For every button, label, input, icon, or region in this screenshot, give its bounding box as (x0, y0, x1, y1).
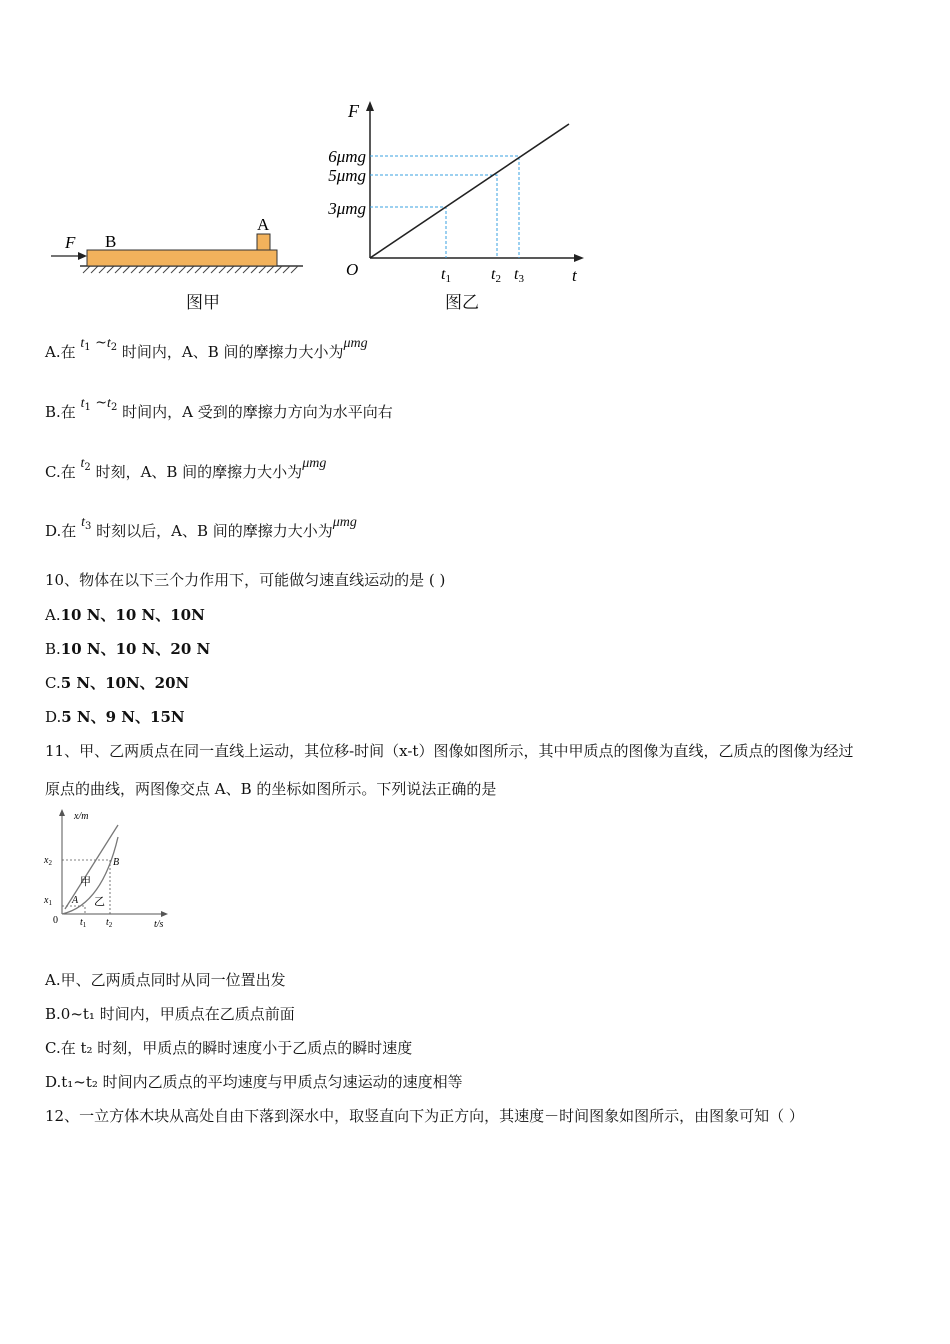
xt-t1-label: $t_1$ (80, 917, 87, 929)
x-tick-t3: t3 (514, 266, 524, 285)
xt-origin: 0 (53, 915, 58, 926)
q11-option-d: D.t₁~t₂ 时间内乙质点的平均速度与甲质点匀速运动的速度相等 (45, 1073, 463, 1091)
xt-x2-label: $x_2$ (44, 855, 52, 867)
x-tick-t1: t1 (441, 266, 451, 285)
q9-option-c: C.在 $t_2$ 时刻，A、B 间的摩擦力大小为μmg (45, 456, 327, 481)
x-tick-t2: t2 (491, 266, 501, 285)
xt-point-b: B (113, 857, 120, 868)
xt-x-label: t/s (154, 919, 164, 930)
q12-stem: 12、一立方体木块从高处自由下落到深水中，取竖直向下为正方向，其速度－时间图象如图所示，由图象可知（ ） (45, 1107, 804, 1125)
block-a-label: A (257, 215, 270, 234)
q10-option-b: B.10 N、10 N、20 N (45, 640, 211, 658)
block-a (257, 234, 270, 250)
xt-y-label: x/m (74, 811, 89, 822)
y-tick-5: 5μmg (328, 166, 366, 185)
xt-x1-label: $x_1$ (44, 895, 52, 907)
xt-point-a: A (72, 895, 79, 906)
q9-option-a: A.在 $t_1$ $\sim t_2$ 时间内，A、B 间的摩擦力大小为μmg (45, 335, 368, 361)
q10-option-a: A.10 N、10 N、10N (45, 606, 205, 624)
xt-jia-label: 甲 (80, 876, 91, 888)
block-b (87, 250, 277, 266)
q11-xt-graph (40, 805, 180, 935)
xt-t2-label: $t_2$ (106, 917, 113, 929)
y-tick-6: 6μmg (328, 147, 366, 166)
figure-jia-caption: 图甲 (186, 293, 220, 313)
q11-stem-line2: 原点的曲线，两图像交点 A、B 的坐标如图所示。下列说法正确的是 (45, 780, 497, 798)
x-axis-label: t (572, 266, 577, 285)
q11-option-c: C.在 t₂ 时刻，甲质点的瞬时速度小于乙质点的瞬时速度 (45, 1039, 413, 1057)
y-axis-label: F (348, 101, 359, 121)
q9-option-b: B.在 $t_1$ $\sim t_2$ 时间内，A 受到的摩擦力方向为水平向右 (45, 395, 393, 421)
q10-stem: 10、物体在以下三个力作用下，可能做匀速直线运动的是 ( ) (45, 571, 446, 589)
block-b-label: B (105, 232, 117, 251)
q11-option-a: A.甲、乙两质点同时从同一位置出发 (45, 971, 286, 989)
q9-option-d: D.在 $t_3$ 时刻以后，A、B 间的摩擦力大小为μmg (45, 515, 357, 540)
force-label: F (65, 233, 76, 252)
figure-yi-caption: 图乙 (445, 293, 479, 313)
q10-option-c: C.5 N、10N、20N (45, 674, 190, 692)
figure-yi (310, 95, 600, 295)
y-tick-3: 3μmg (328, 199, 366, 218)
xt-yi-label: 乙 (94, 896, 105, 908)
q11-stem-line1: 11、甲、乙两质点在同一直线上运动，其位移-时间（x-t）图像如图所示，其中甲质点的图像为直线，乙质点的图像为经过 (45, 742, 854, 760)
force-line (370, 124, 569, 258)
figure-jia (45, 210, 315, 320)
origin-label: O (346, 260, 359, 279)
q10-option-d: D.5 N、9 N、15N (45, 708, 185, 726)
q11-option-b: B.0~t₁ 时间内，甲质点在乙质点前面 (45, 1005, 295, 1023)
